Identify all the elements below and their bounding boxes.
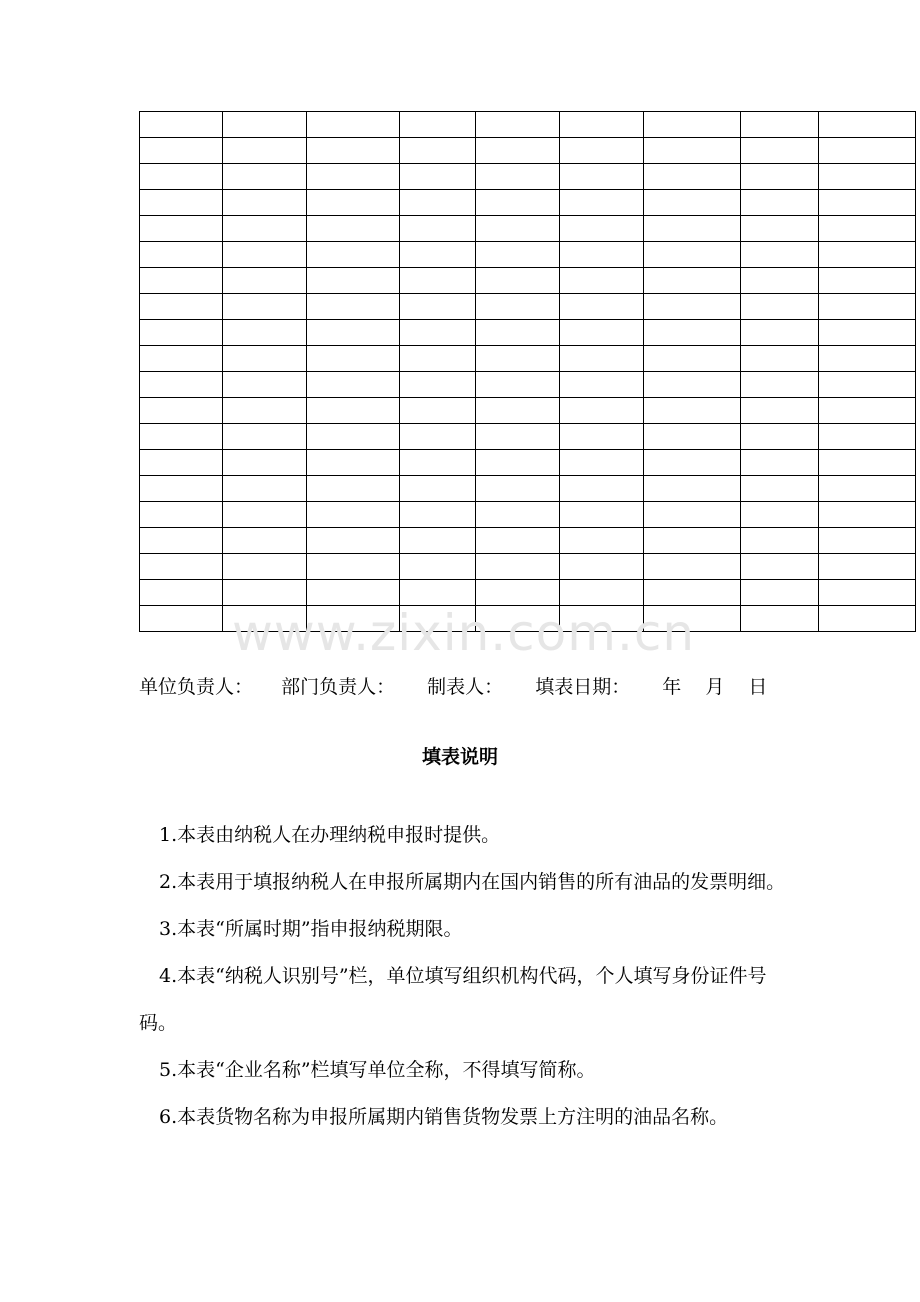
table-cell: [819, 476, 916, 502]
table-cell: [140, 346, 223, 372]
instruction-item: 2.本表用于填报纳税人在申报所属期内在国内销售的所有油品的发票明细。: [159, 871, 786, 893]
table-cell: [741, 242, 819, 268]
table-cell: [644, 528, 741, 554]
table-cell: [560, 450, 644, 476]
table-cell: [307, 580, 400, 606]
table-cell: [560, 528, 644, 554]
table-cell: [476, 398, 560, 424]
table-cell: [140, 190, 223, 216]
month-label: 月: [705, 676, 725, 698]
table-cell: [307, 190, 400, 216]
table-cell: [476, 190, 560, 216]
preparer-label: 制表人：: [427, 676, 504, 698]
table-cell: [307, 424, 400, 450]
table-row: [140, 372, 916, 398]
table-row: [140, 346, 916, 372]
instruction-item: 6.本表货物名称为申报所属期内销售货物发票上方注明的油品名称。: [159, 1106, 729, 1128]
table-cell: [223, 190, 307, 216]
year-label: 年: [662, 676, 682, 698]
table-cell: [819, 372, 916, 398]
table-cell: [741, 190, 819, 216]
table-cell: [819, 190, 916, 216]
table-cell: [223, 294, 307, 320]
table-cell: [644, 580, 741, 606]
table-cell: [476, 346, 560, 372]
table-cell: [476, 320, 560, 346]
table-cell: [741, 346, 819, 372]
table-cell: [140, 216, 223, 242]
table-cell: [140, 606, 223, 632]
table-cell: [307, 372, 400, 398]
table-row: [140, 216, 916, 242]
table-cell: [560, 554, 644, 580]
table-cell: [400, 554, 476, 580]
table-cell: [400, 476, 476, 502]
table-cell: [819, 268, 916, 294]
signature-line: [139, 672, 767, 699]
table-row: [140, 320, 916, 346]
table-cell: [140, 476, 223, 502]
table-cell: [476, 450, 560, 476]
table-cell: [819, 242, 916, 268]
table-cell: [140, 554, 223, 580]
unit-head-label: 单位负责人：: [139, 676, 254, 698]
table-cell: [741, 398, 819, 424]
table-cell: [741, 528, 819, 554]
table-row: [140, 502, 916, 528]
table-row: [140, 476, 916, 502]
table-cell: [644, 424, 741, 450]
table-row: [140, 112, 916, 138]
table-cell: [741, 580, 819, 606]
table-cell: [819, 528, 916, 554]
table-cell: [307, 398, 400, 424]
table-cell: [819, 450, 916, 476]
table-cell: [400, 502, 476, 528]
table-cell: [400, 216, 476, 242]
instructions-title: 填表说明: [421, 746, 498, 768]
table-cell: [140, 320, 223, 346]
table-cell: [307, 450, 400, 476]
table-cell: [307, 554, 400, 580]
table-cell: [560, 320, 644, 346]
table-cell: [819, 554, 916, 580]
table-cell: [644, 398, 741, 424]
table-cell: [560, 268, 644, 294]
table-cell: [307, 320, 400, 346]
table-cell: [223, 580, 307, 606]
table-cell: [741, 476, 819, 502]
table-cell: [819, 294, 916, 320]
table-cell: [741, 450, 819, 476]
table-cell: [476, 138, 560, 164]
table-row: [140, 580, 916, 606]
table-cell: [644, 268, 741, 294]
table-cell: [307, 242, 400, 268]
table-cell: [819, 138, 916, 164]
table-cell: [819, 502, 916, 528]
table-cell: [741, 320, 819, 346]
table-cell: [307, 476, 400, 502]
table-row: [140, 450, 916, 476]
table-cell: [400, 450, 476, 476]
table-cell: [644, 190, 741, 216]
table-cell: [741, 606, 819, 632]
table-cell: [560, 502, 644, 528]
table-cell: [819, 346, 916, 372]
table-cell: [400, 112, 476, 138]
table-cell: [307, 164, 400, 190]
table-cell: [644, 320, 741, 346]
table-cell: [476, 424, 560, 450]
table-cell: [140, 242, 223, 268]
table-cell: [644, 476, 741, 502]
table-cell: [400, 164, 476, 190]
table-row: [140, 424, 916, 450]
table-row: [140, 242, 916, 268]
table-cell: [307, 502, 400, 528]
table-cell: [307, 346, 400, 372]
table-cell: [560, 216, 644, 242]
table-cell: [223, 138, 307, 164]
table-cell: [223, 268, 307, 294]
table-cell: [644, 502, 741, 528]
table-cell: [140, 398, 223, 424]
table-cell: [819, 424, 916, 450]
table-cell: [560, 242, 644, 268]
table-cell: [476, 294, 560, 320]
table-cell: [560, 164, 644, 190]
table-cell: [819, 320, 916, 346]
table-cell: [476, 268, 560, 294]
table-cell: [223, 112, 307, 138]
table-cell: [741, 424, 819, 450]
table-cell: [741, 294, 819, 320]
table-row: [140, 190, 916, 216]
table-cell: [223, 216, 307, 242]
table-cell: [400, 346, 476, 372]
table-cell: [741, 554, 819, 580]
table-cell: [741, 268, 819, 294]
table-cell: [560, 372, 644, 398]
table-cell: [644, 138, 741, 164]
table-cell: [560, 476, 644, 502]
table-cell: [223, 450, 307, 476]
table-cell: [476, 164, 560, 190]
table-cell: [644, 450, 741, 476]
table-cell: [476, 216, 560, 242]
table-cell: [223, 372, 307, 398]
invoice-detail-table: [139, 111, 916, 632]
table-row: [140, 554, 916, 580]
table-cell: [140, 268, 223, 294]
table-cell: [140, 580, 223, 606]
table-cell: [400, 138, 476, 164]
instruction-item: 3.本表“所属时期”指申报纳税期限。: [159, 918, 463, 940]
table-row: [140, 164, 916, 190]
table-cell: [307, 268, 400, 294]
table-cell: [819, 580, 916, 606]
table-cell: [644, 554, 741, 580]
table-cell: [476, 554, 560, 580]
watermark: www.zixin.com.cn: [232, 604, 696, 662]
table-cell: [476, 580, 560, 606]
table-cell: [476, 372, 560, 398]
table-cell: [400, 320, 476, 346]
table-cell: [307, 138, 400, 164]
table-cell: [307, 112, 400, 138]
table-cell: [400, 190, 476, 216]
table-cell: [741, 372, 819, 398]
table-cell: [223, 554, 307, 580]
table-cell: [400, 528, 476, 554]
table-cell: [819, 164, 916, 190]
table-cell: [560, 580, 644, 606]
table-cell: [223, 528, 307, 554]
table-cell: [741, 112, 819, 138]
table-cell: [307, 216, 400, 242]
table-cell: [140, 112, 223, 138]
table-cell: [223, 398, 307, 424]
table-cell: [560, 190, 644, 216]
table-cell: [400, 268, 476, 294]
table-cell: [819, 398, 916, 424]
table-row: [140, 294, 916, 320]
table-cell: [140, 528, 223, 554]
table-cell: [819, 112, 916, 138]
table-cell: [400, 294, 476, 320]
table-cell: [560, 424, 644, 450]
table-cell: [476, 476, 560, 502]
table-cell: [140, 294, 223, 320]
table-cell: [560, 112, 644, 138]
table-cell: [140, 424, 223, 450]
table-cell: [560, 346, 644, 372]
table-cell: [644, 346, 741, 372]
table-cell: [223, 424, 307, 450]
table-cell: [819, 606, 916, 632]
table-row: [140, 528, 916, 554]
table-cell: [560, 138, 644, 164]
table-row: [140, 398, 916, 424]
table-cell: [560, 294, 644, 320]
table-cell: [223, 164, 307, 190]
table-cell: [400, 424, 476, 450]
day-label: 日: [748, 676, 768, 698]
table-row: [140, 138, 916, 164]
table-cell: [741, 164, 819, 190]
table-cell: [741, 216, 819, 242]
table-cell: [644, 294, 741, 320]
table-cell: [223, 320, 307, 346]
instruction-item: 1.本表由纳税人在办理纳税申报时提供。: [159, 824, 501, 846]
table-cell: [476, 112, 560, 138]
table-cell: [476, 242, 560, 268]
table-cell: [223, 502, 307, 528]
table-cell: [307, 294, 400, 320]
table-cell: [644, 164, 741, 190]
table-cell: [140, 372, 223, 398]
table-cell: [741, 138, 819, 164]
table-row: [140, 268, 916, 294]
table-cell: [140, 502, 223, 528]
table-cell: [476, 502, 560, 528]
table-cell: [140, 450, 223, 476]
table-cell: [400, 580, 476, 606]
dept-head-label: 部门负责人：: [281, 676, 396, 698]
table-cell: [223, 346, 307, 372]
instructions-list: [139, 812, 789, 1141]
table-cell: [400, 398, 476, 424]
table-cell: [644, 372, 741, 398]
fill-date-label: 填表日期：: [535, 676, 631, 698]
table-cell: [560, 398, 644, 424]
table-cell: [476, 528, 560, 554]
table-cell: [307, 528, 400, 554]
table-cell: [223, 476, 307, 502]
table-cell: [140, 138, 223, 164]
table-cell: [644, 112, 741, 138]
table-cell: [819, 216, 916, 242]
table-cell: [741, 502, 819, 528]
table-cell: [140, 164, 223, 190]
instruction-item: 4.本表“纳税人识别号”栏，单位填写组织机构代码，个人填写身份证件号码。: [139, 965, 767, 1034]
table-cell: [400, 242, 476, 268]
table-cell: [644, 242, 741, 268]
instruction-item: 5.本表“企业名称”栏填写单位全称，不得填写简称。: [159, 1059, 596, 1081]
table-cell: [223, 242, 307, 268]
table-cell: [400, 372, 476, 398]
table-cell: [644, 216, 741, 242]
